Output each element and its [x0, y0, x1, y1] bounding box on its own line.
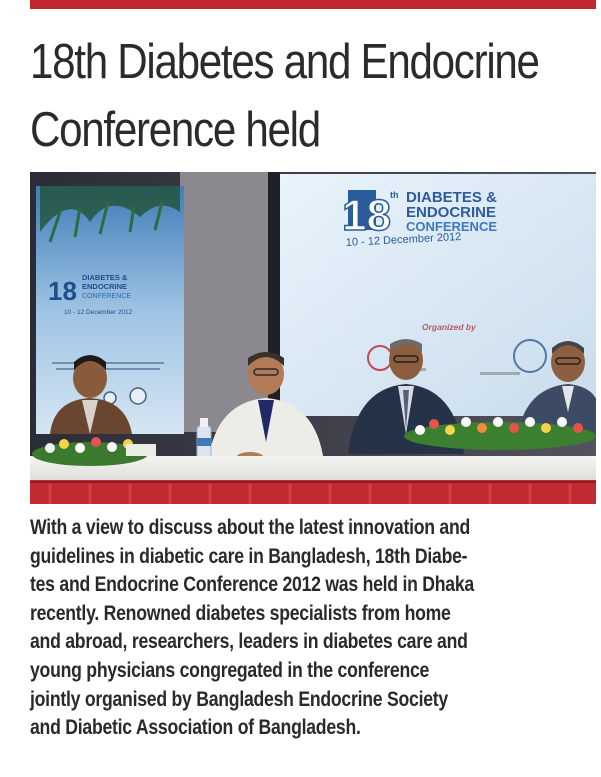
body-line: and abroad, researchers, leaders in diabetes care and: [30, 630, 468, 654]
body-line: recently. Renowned diabetes specialists from home: [30, 601, 451, 625]
screen-organized-by: Organized by: [422, 322, 476, 332]
accent-bar: [30, 0, 596, 9]
body-line: and Diabetic Association of Bangladesh.: [30, 716, 361, 740]
side-banner-number: 18: [48, 276, 77, 306]
side-banner-line2: ENDOCRINE: [82, 282, 128, 291]
side-banner: [36, 186, 184, 434]
body-line: young physicians congregated in the conference: [30, 658, 430, 682]
projection-screen: [280, 174, 596, 416]
headline-line: Conference held: [30, 103, 320, 157]
body-line: guidelines in diabetic care in Bangladesh, 18th Diabe-: [30, 544, 468, 568]
headline-line: 18th Diabetes and Endocrine: [30, 35, 539, 89]
body-line: jointly organised by Bangladesh Endocrine Society: [30, 687, 448, 711]
side-banner-line3: CONFERENCE: [82, 293, 132, 300]
screen-number: 18: [342, 191, 391, 240]
headline: [30, 28, 598, 164]
body-line: With a view to discuss about the latest innovation and: [30, 516, 471, 539]
article-body: [30, 514, 596, 743]
screen-line2: ENDOCRINE: [406, 204, 497, 221]
screen-superscript: th: [390, 190, 399, 200]
side-banner-dates: 10 - 12 December 2012: [64, 309, 133, 316]
body-line: tes and Endocrine Conference 2012 was held in Dhaka: [30, 573, 474, 597]
screen-line1: DIABETES &: [406, 189, 497, 206]
screen-dates: 10 - 12 December 2012: [345, 230, 462, 249]
conference-photo: [30, 172, 596, 504]
side-banner-line1: DIABETES &: [82, 273, 128, 282]
screen-line3: CONFERENCE: [406, 219, 498, 234]
